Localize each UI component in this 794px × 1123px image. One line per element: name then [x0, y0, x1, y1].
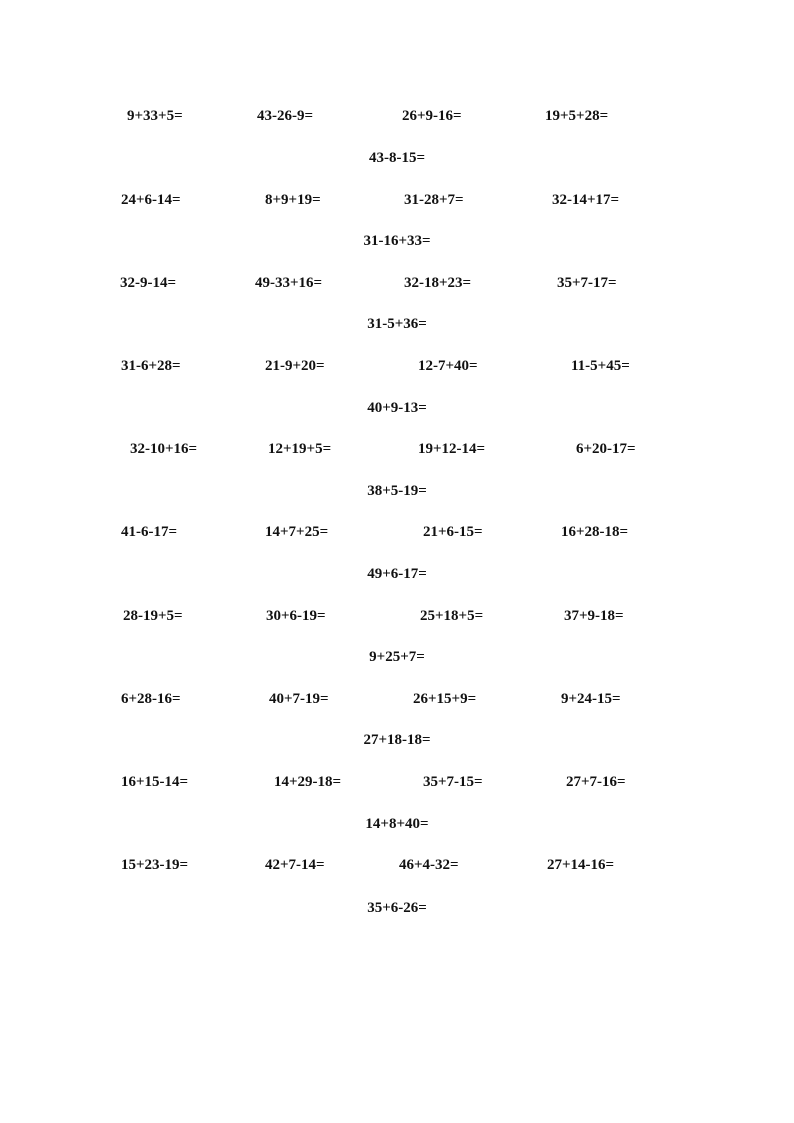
center-problem-row	[0, 647, 794, 667]
problem: 26+15+9=	[413, 691, 477, 707]
problem: 16+28-18=	[561, 524, 629, 540]
problem-row	[0, 855, 794, 875]
problem: 19+5+28=	[545, 108, 609, 124]
center-problem-row	[0, 481, 794, 501]
center-problem: 14+8+40=	[365, 816, 429, 832]
problem: 35+7-15=	[423, 774, 483, 790]
problem: 12+19+5=	[268, 441, 332, 457]
problem-row	[0, 439, 794, 459]
center-problem: 38+5-19=	[367, 483, 427, 499]
problem: 14+29-18=	[274, 774, 342, 790]
problem: 21+6-15=	[423, 524, 483, 540]
problem: 31-28+7=	[404, 192, 464, 208]
problem: 31-6+28=	[121, 358, 181, 374]
problem: 19+12-14=	[418, 441, 486, 457]
problem: 9+33+5=	[127, 108, 183, 124]
center-problem: 49+6-17=	[367, 566, 427, 582]
problem: 27+7-16=	[566, 774, 626, 790]
problem: 37+9-18=	[564, 608, 624, 624]
center-problem: 35+6-26=	[367, 900, 427, 916]
problem: 41-6-17=	[121, 524, 178, 540]
problem: 32-9-14=	[120, 275, 177, 291]
problem: 12-7+40=	[418, 358, 478, 374]
problem: 15+23-19=	[121, 857, 189, 873]
problem: 6+28-16=	[121, 691, 181, 707]
center-problem-row	[0, 231, 794, 251]
problem: 42+7-14=	[265, 857, 325, 873]
problem: 27+14-16=	[547, 857, 615, 873]
problem: 49-33+16=	[255, 275, 323, 291]
problem: 24+6-14=	[121, 192, 181, 208]
problem-row	[0, 772, 794, 792]
problem: 16+15-14=	[121, 774, 189, 790]
problem: 14+7+25=	[265, 524, 329, 540]
center-problem: 31-16+33=	[363, 233, 431, 249]
problem-row	[0, 606, 794, 626]
problem-row	[0, 273, 794, 293]
center-problem-row	[0, 314, 794, 334]
problem: 25+18+5=	[420, 608, 484, 624]
problem: 11-5+45=	[571, 358, 630, 374]
problem-row	[0, 689, 794, 709]
problem: 28-19+5=	[123, 608, 183, 624]
center-problem-row	[0, 730, 794, 750]
problem: 8+9+19=	[265, 192, 321, 208]
problem-row	[0, 190, 794, 210]
problem: 32-18+23=	[404, 275, 472, 291]
center-problem: 43-8-15=	[368, 150, 426, 166]
problem: 30+6-19=	[266, 608, 326, 624]
problem: 46+4-32=	[399, 857, 459, 873]
center-problem-row	[0, 898, 794, 918]
problem: 32-14+17=	[552, 192, 620, 208]
problem-row	[0, 356, 794, 376]
center-problem-row	[0, 148, 794, 168]
problem-row	[0, 106, 794, 126]
center-problem: 40+9-13=	[367, 400, 427, 416]
problem-row	[0, 522, 794, 542]
problem: 40+7-19=	[269, 691, 329, 707]
problem: 35+7-17=	[557, 275, 617, 291]
problem: 32-10+16=	[130, 441, 198, 457]
center-problem-row	[0, 564, 794, 584]
center-problem: 31-5+36=	[367, 316, 427, 332]
problem: 26+9-16=	[402, 108, 462, 124]
problem: 21-9+20=	[265, 358, 325, 374]
center-problem-row	[0, 398, 794, 418]
center-problem-row	[0, 814, 794, 834]
problem: 9+24-15=	[561, 691, 621, 707]
problem: 43-26-9=	[257, 108, 314, 124]
center-problem: 27+18-18=	[363, 732, 431, 748]
problem: 6+20-17=	[576, 441, 636, 457]
center-problem: 9+25+7=	[369, 649, 425, 665]
